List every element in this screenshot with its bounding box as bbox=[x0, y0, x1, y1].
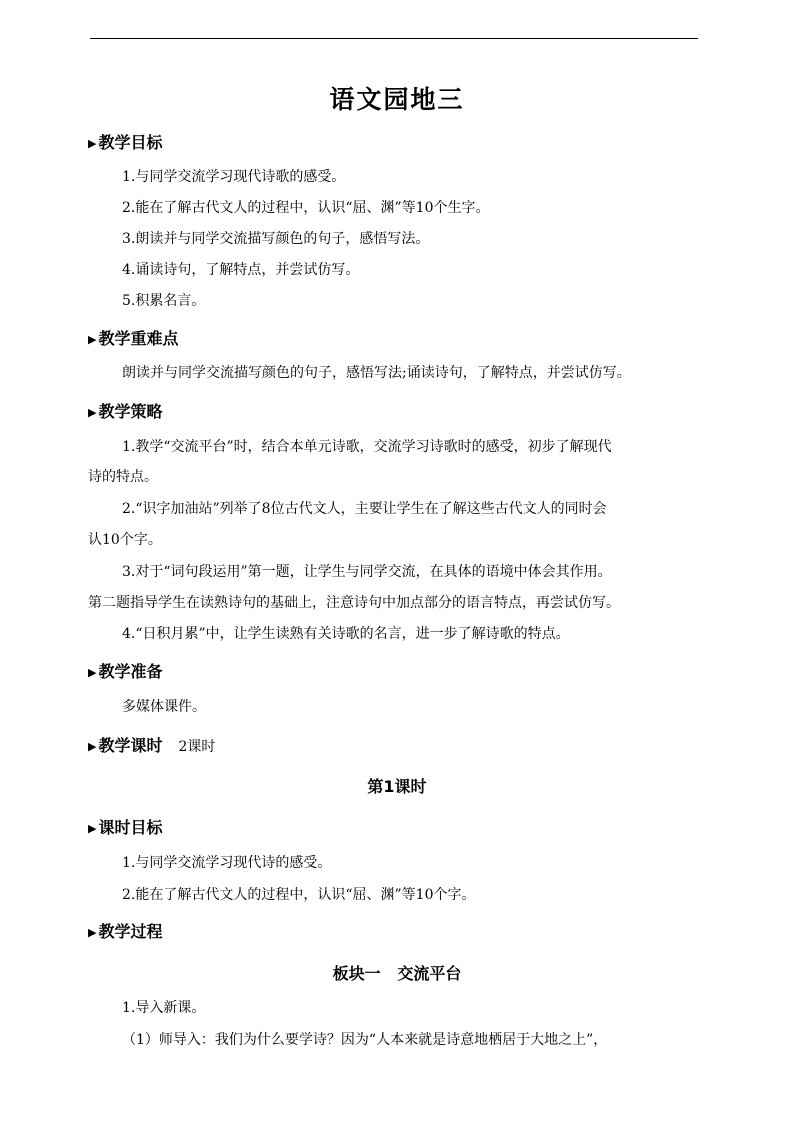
triangle-bullet-icon: ▶ bbox=[88, 822, 97, 835]
triangle-bullet-icon: ▶ bbox=[88, 666, 97, 679]
module-title: 板块一 交流平台 bbox=[332, 964, 462, 983]
header-rule bbox=[90, 38, 698, 39]
section-heading-lesson-goals: ▶ 课时目标 bbox=[88, 818, 163, 837]
strategy-line: 认10个字。 bbox=[88, 532, 162, 548]
strategy-line: 2.“识字加油站”列举了8位古代文人，主要让学生在了解这些古代文人的同时会 bbox=[122, 501, 607, 517]
section-heading-strategies: ▶ 教学策略 bbox=[88, 402, 163, 421]
section-heading-goals: ▶ 教学目标 bbox=[88, 133, 163, 152]
goal-item: 2.能在了解古代文人的过程中，认识“屈、渊”等10个生字。 bbox=[122, 200, 490, 216]
section-heading-key-points: ▶ 教学重难点 bbox=[88, 329, 179, 348]
goal-item: 4.诵读诗句，了解特点，并尝试仿写。 bbox=[122, 262, 360, 278]
key-points-text: 朗读并与同学交流描写颜色的句子，感悟写法;诵读诗句，了解特点，并尝试仿写。 bbox=[122, 365, 631, 381]
strategy-line: 1.教学“交流平台”时，结合本单元诗歌，交流学习诗歌时的感受，初步了解现代 bbox=[122, 439, 612, 455]
page-title: 语文园地三 bbox=[329, 85, 465, 114]
periods-value: 2课时 bbox=[178, 739, 216, 755]
section-heading-periods: ▶ 教学课时 2课时 bbox=[88, 736, 216, 755]
process-step: 1.导入新课。 bbox=[122, 1000, 206, 1016]
triangle-bullet-icon: ▶ bbox=[88, 333, 97, 346]
lesson-title: 第1课时 bbox=[367, 777, 427, 796]
goal-item: 1.与同学交流学习现代诗歌的感受。 bbox=[122, 169, 346, 185]
lesson-goal-item: 1.与同学交流学习现代诗的感受。 bbox=[122, 855, 332, 871]
strategy-line: 第二题指导学生在读熟诗句的基础上，注意诗句中加点部分的语言特点，再尝试仿写。 bbox=[88, 595, 620, 611]
section-heading-process: ▶ 教学过程 bbox=[88, 922, 163, 941]
triangle-bullet-icon: ▶ bbox=[88, 406, 97, 419]
strategy-line: 4.“日积月累”中，让学生读熟有关诗歌的名言，进一步了解诗歌的特点。 bbox=[122, 626, 570, 642]
triangle-bullet-icon: ▶ bbox=[88, 137, 97, 150]
strategy-line: 诗的特点。 bbox=[88, 469, 158, 485]
strategy-line: 3.对于“词句段运用”第一题，让学生与同学交流，在具体的语境中体会其作用。 bbox=[122, 564, 612, 580]
goal-item: 5.积累名言。 bbox=[122, 293, 206, 309]
lesson-goal-item: 2.能在了解古代文人的过程中，认识“屈、渊”等10个字。 bbox=[122, 887, 476, 903]
triangle-bullet-icon: ▶ bbox=[88, 926, 97, 939]
section-heading-preparation: ▶ 教学准备 bbox=[88, 662, 163, 681]
triangle-bullet-icon: ▶ bbox=[88, 740, 97, 753]
preparation-text: 多媒体课件。 bbox=[122, 699, 206, 715]
goal-item: 3.朗读并与同学交流描写颜色的句子，感悟写法。 bbox=[122, 231, 430, 247]
process-step: （1）师导入：我们为什么要学诗？因为“人本来就是诗意地栖居于大地之上”， bbox=[122, 1032, 608, 1048]
